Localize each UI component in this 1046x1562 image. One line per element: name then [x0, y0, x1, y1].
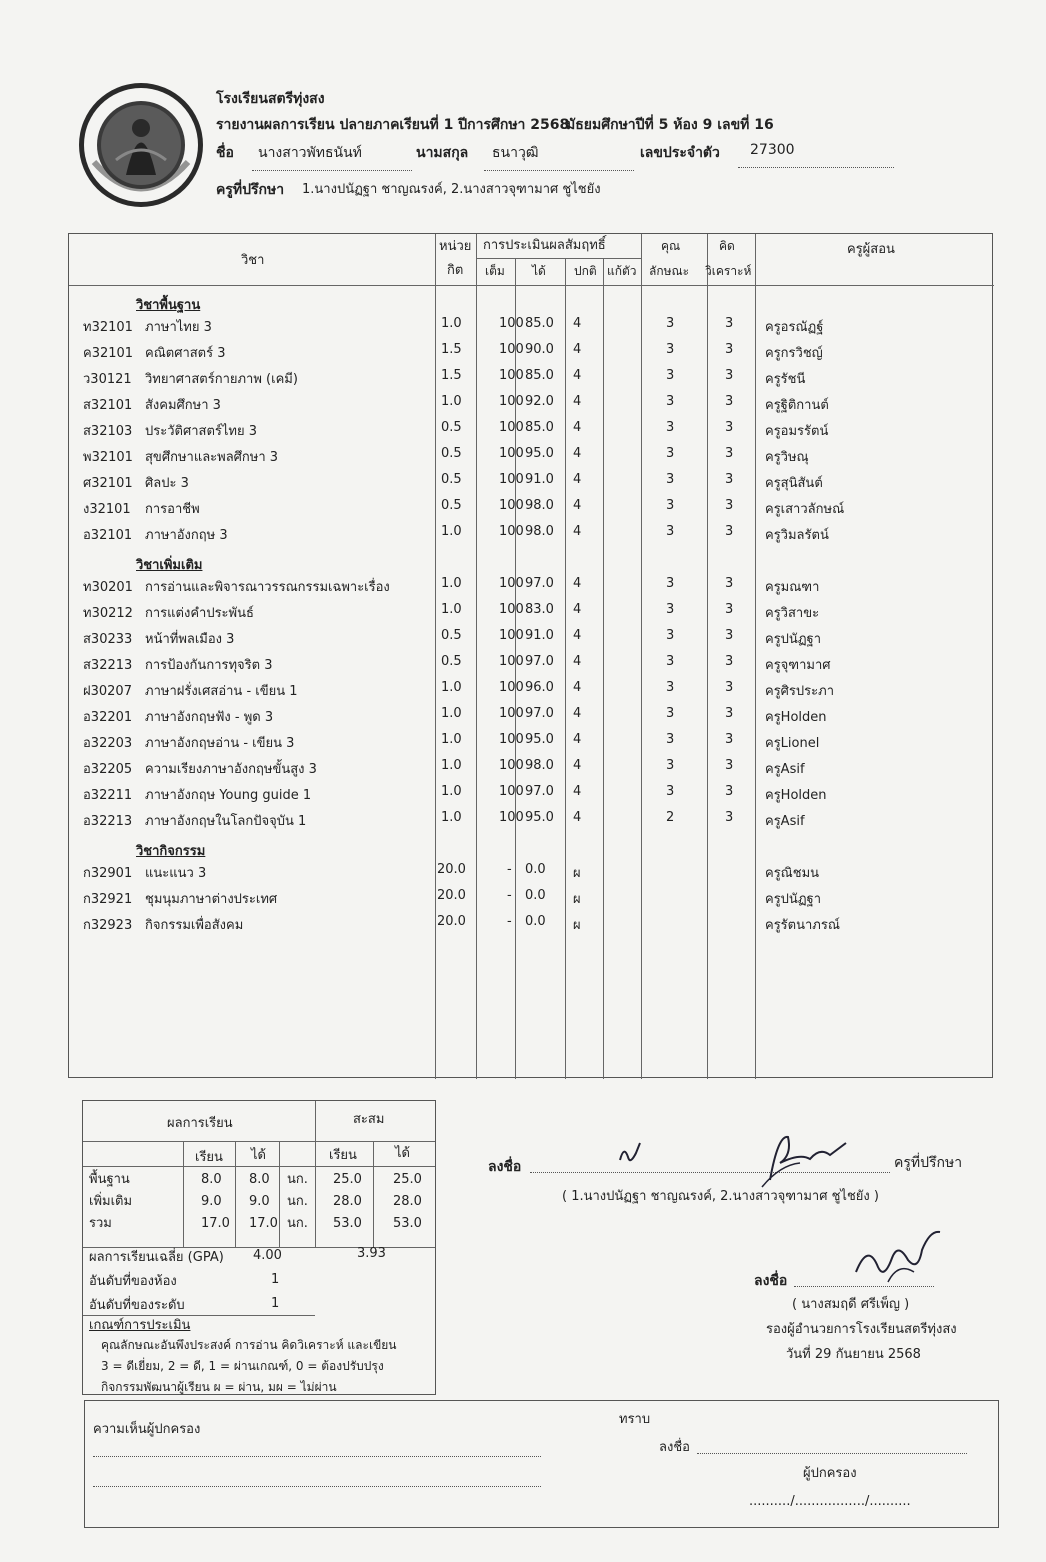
summary-cum-study: 28.0 [333, 1194, 362, 1209]
cum-study-header: เรียน [329, 1148, 357, 1163]
credit-units: 0.5 [441, 472, 462, 487]
teacher-name: ครูวิษณุ [765, 450, 809, 465]
character-score: 3 [666, 680, 675, 695]
surname-label: นามสกุล [416, 145, 469, 161]
score: 95.0 [525, 732, 554, 747]
grade: 4 [573, 498, 582, 513]
summary-got: 9.0 [249, 1194, 270, 1209]
subject-code: อ32211 [83, 788, 133, 803]
subject-name: ภาษาฝรั่งเศสอ่าน - เขียน 1 [145, 684, 298, 699]
teacher-name: ครูอมรรัตน์ [765, 424, 829, 439]
subject-name: สังคมศึกษา 3 [145, 398, 221, 413]
character-score: 3 [666, 628, 675, 643]
score: 85.0 [525, 420, 554, 435]
full-score: 100 [499, 472, 524, 487]
subject-name: การแต่งคำประพันธ์ [145, 606, 254, 621]
full-score: - [507, 914, 512, 929]
full-score: 100 [499, 394, 524, 409]
subject-name: ภาษาอังกฤษ 3 [145, 528, 228, 543]
teacher-name: ครูHolden [765, 710, 827, 725]
table-row [69, 778, 994, 804]
credit-units: 1.0 [441, 706, 462, 721]
grade: 4 [573, 394, 582, 409]
parent-date: ........../................./.......... [749, 1494, 911, 1509]
grade: 4 [573, 472, 582, 487]
full-score: 100 [499, 628, 524, 643]
summary-box [82, 1100, 436, 1395]
subject-code: ก32901 [83, 866, 133, 881]
subject-code: ง32101 [83, 502, 131, 517]
character-score: 3 [666, 602, 675, 617]
analysis-score: 3 [725, 394, 734, 409]
parent-sign-label: ลงชื่อ [659, 1440, 690, 1455]
credit-units: 1.0 [441, 732, 462, 747]
criteria-title: เกณฑ์การประเมิน [89, 1318, 191, 1333]
deputy-role: รองผู้อำนวยการโรงเรียนสตรีทุ่งสง [766, 1322, 957, 1337]
deputy-name: ( นางสมฤดี ศรีเพ็ญ ) [792, 1297, 910, 1312]
got-header: ได้ [251, 1148, 266, 1163]
subject-name: แนะแนว 3 [145, 866, 207, 881]
score: 0.0 [525, 888, 546, 903]
credit-units: 0.5 [441, 420, 462, 435]
subject-name: ความเรียงภาษาอังกฤษขั้นสูง 3 [145, 762, 317, 777]
full-score: 100 [499, 654, 524, 669]
credit-units: 0.5 [441, 654, 462, 669]
table-row [69, 856, 994, 882]
summary-got: 17.0 [249, 1216, 278, 1231]
character-score: 3 [666, 472, 675, 487]
teacher-name: ครูเสาวลักษณ์ [765, 502, 845, 517]
summary-cum-got: 25.0 [393, 1172, 422, 1187]
subject-name: ภาษาอังกฤษ Young guide 1 [145, 788, 312, 803]
grade: 4 [573, 368, 582, 383]
grade: 4 [573, 654, 582, 669]
analysis-score: 3 [725, 810, 734, 825]
credit-units: 0.5 [441, 628, 462, 643]
score: 97.0 [525, 654, 554, 669]
score: 97.0 [525, 706, 554, 721]
character-score: 3 [666, 706, 675, 721]
subject-code: ท30212 [83, 606, 133, 621]
character-score: 3 [666, 316, 675, 331]
parent-box [84, 1400, 999, 1528]
table-row [69, 622, 994, 648]
credit-units: 20.0 [437, 862, 466, 877]
study-header: เรียน [195, 1150, 223, 1165]
table-row [69, 648, 994, 674]
advisor-role: ครูที่ปรึกษา [894, 1155, 963, 1171]
grade: ผ [573, 892, 581, 907]
subject-code: ท32101 [83, 320, 133, 335]
credit-units: 1.0 [441, 784, 462, 799]
subject-code: ท30201 [83, 580, 133, 595]
table-row [69, 882, 994, 908]
score: 97.0 [525, 784, 554, 799]
subject-name: ประวัติศาสตร์ไทย 3 [145, 424, 257, 439]
subject-name: ภาษาอังกฤษฟัง - พูด 3 [145, 710, 274, 725]
subject-code: ส30233 [83, 632, 133, 647]
credit-units: 1.0 [441, 602, 462, 617]
header-unit-bottom: กิต [447, 263, 464, 278]
credit-units: 1.0 [441, 316, 462, 331]
summary-unit: นก. [287, 1172, 308, 1187]
summary-unit: นก. [287, 1194, 308, 1209]
score: 83.0 [525, 602, 554, 617]
deputy-sign-label: ลงชื่อ [754, 1273, 788, 1289]
name-label: ชื่อ [216, 145, 234, 161]
subject-code: ค32101 [83, 346, 134, 361]
summary-study: 17.0 [201, 1216, 230, 1231]
parent-role: ผู้ปกครอง [803, 1466, 857, 1481]
teacher-name: ครูปนัฏฐา [765, 632, 822, 647]
subject-name: การป้องกันการทุจริต 3 [145, 658, 273, 673]
teacher-name: ครูฐิติกานต์ [765, 398, 829, 413]
character-score: 3 [666, 498, 675, 513]
analysis-score: 3 [725, 680, 734, 695]
header-teacher: ครูผู้สอน [847, 242, 895, 257]
grade: 4 [573, 706, 582, 721]
grades-table [68, 233, 993, 1078]
advisor-sign-names: ( 1.นางปนัฏฐา ชาญณรงค์, 2.นางสาวจุฑามาศ ชูไชยัง ) [562, 1189, 879, 1204]
rank-room-value: 1 [271, 1272, 280, 1287]
criteria-line-2: 3 = ดีเยี่ยม, 2 = ดี, 1 = ผ่านเกณฑ์, 0 = ต้องปรับปรุง [101, 1359, 384, 1373]
full-score: 100 [499, 758, 524, 773]
full-score: 100 [499, 524, 524, 539]
grade: 4 [573, 420, 582, 435]
grade: 4 [573, 316, 582, 331]
grade: 4 [573, 524, 582, 539]
table-row [69, 466, 994, 492]
subject-code: ฝ30207 [83, 684, 132, 699]
full-score: 100 [499, 706, 524, 721]
analysis-score: 3 [725, 368, 734, 383]
grade: ผ [573, 866, 581, 881]
summary-row-label: พื้นฐาน [89, 1172, 130, 1187]
credit-units: 1.0 [441, 810, 462, 825]
grade: 4 [573, 758, 582, 773]
cum-gpa-value: 3.93 [357, 1246, 386, 1261]
analysis-score: 3 [725, 498, 734, 513]
grade: 4 [573, 732, 582, 747]
credit-units: 20.0 [437, 914, 466, 929]
summary-cum-study: 25.0 [333, 1172, 362, 1187]
subject-code: ศ32101 [83, 476, 133, 491]
header-remedial: แก้ตัว [607, 264, 637, 278]
score: 98.0 [525, 524, 554, 539]
summary-cum-got: 53.0 [393, 1216, 422, 1231]
table-row [69, 908, 994, 934]
subject-code: อ32205 [83, 762, 133, 777]
teacher-name: ครูกรวิชญ์ [765, 346, 823, 361]
full-score: 100 [499, 420, 524, 435]
full-score: - [507, 888, 512, 903]
summary-row-label: เพิ่มเติม [89, 1194, 133, 1209]
analysis-score: 3 [725, 342, 734, 357]
credit-units: 1.5 [441, 368, 462, 383]
subject-code: ว30121 [83, 372, 132, 387]
class-level: มัธยมศึกษาปีที่ 5 ห้อง 9 เลขที่ 16 [566, 117, 774, 133]
cum-got-header: ได้ [395, 1146, 410, 1161]
table-row [69, 336, 994, 362]
table-row [69, 726, 994, 752]
character-score: 3 [666, 654, 675, 669]
group-title: วิชากิจกรรม [136, 844, 206, 859]
full-score: 100 [499, 784, 524, 799]
criteria-line-1: คุณลักษณะอันพึงประสงค์ การอ่าน คิดวิเคราะห์ และเขียน [101, 1338, 397, 1352]
teacher-name: ครูAsif [765, 814, 805, 829]
teacher-name: ครูอรณัฏฐ์ [765, 320, 824, 335]
subject-name: วิทยาศาสตร์กายภาพ (เคมี) [145, 372, 298, 387]
subject-name: ภาษาไทย 3 [145, 320, 212, 335]
summary-unit: นก. [287, 1216, 308, 1231]
teacher-name: ครูAsif [765, 762, 805, 777]
gpa-label: ผลการเรียนเฉลี่ย (GPA) [89, 1250, 224, 1265]
summary-cum-study: 53.0 [333, 1216, 362, 1231]
full-score: 100 [499, 602, 524, 617]
analysis-score: 3 [725, 784, 734, 799]
analysis-score: 3 [725, 420, 734, 435]
grade: 4 [573, 576, 582, 591]
subject-code: อ32101 [83, 528, 133, 543]
advisor-signature [610, 1125, 870, 1195]
teacher-name: ครูปนัฏฐา [765, 892, 822, 907]
table-row [69, 804, 994, 830]
group-title: วิชาพื้นฐาน [136, 298, 201, 313]
table-row [69, 570, 994, 596]
subject-code: ก32923 [83, 918, 133, 933]
advisor-names: 1.นางปนัฏฐา ชาญณรงค์, 2.นางสาวจุฑามาศ ชูไชยัง [302, 182, 601, 197]
teacher-name: ครูศิรประภา [765, 684, 834, 699]
summary-row-label: รวม [89, 1216, 112, 1231]
header-assessment: การประเมินผลสัมฤทธิ์ [483, 238, 606, 253]
grade: 4 [573, 628, 582, 643]
report-title: รายงานผลการเรียน ปลายภาคเรียนที่ 1 ปีการศึกษา 2568 [216, 117, 570, 133]
header-full: เต็ม [485, 264, 505, 278]
table-row [69, 440, 994, 466]
teacher-name: ครูรัชนี [765, 372, 806, 387]
credit-units: 1.0 [441, 576, 462, 591]
header-char-bottom: ลักษณะ [649, 264, 690, 278]
full-score: - [507, 862, 512, 877]
full-score: 100 [499, 498, 524, 513]
subject-code: พ32101 [83, 450, 133, 465]
full-score: 100 [499, 446, 524, 461]
score: 91.0 [525, 628, 554, 643]
credit-units: 0.5 [441, 446, 462, 461]
subject-code: อ32201 [83, 710, 133, 725]
summary-got: 8.0 [249, 1172, 270, 1187]
full-score: 100 [499, 732, 524, 747]
school-seal [76, 80, 206, 210]
character-score: 3 [666, 732, 675, 747]
teacher-name: ครูวิสาขะ [765, 606, 820, 621]
analysis-score: 3 [725, 654, 734, 669]
header-ana-bottom: วิเคราะห์ [705, 264, 752, 278]
summary-study: 8.0 [201, 1172, 222, 1187]
teacher-name: ครูณิชมน [765, 866, 820, 881]
table-row [69, 700, 994, 726]
character-score: 3 [666, 524, 675, 539]
subject-code: ส32101 [83, 398, 133, 413]
teacher-name: ครูรัตนาภรณ์ [765, 918, 840, 933]
credit-units: 0.5 [441, 498, 462, 513]
score: 85.0 [525, 368, 554, 383]
subject-code: ส32213 [83, 658, 133, 673]
score: 0.0 [525, 914, 546, 929]
character-score: 2 [666, 810, 675, 825]
analysis-score: 3 [725, 446, 734, 461]
rank-level-label: อันดับที่ของระดับ [89, 1298, 185, 1313]
header-unit-top: หน่วย [439, 239, 472, 254]
table-row [69, 362, 994, 388]
subject-name: คณิตศาสตร์ 3 [145, 346, 226, 361]
rank-level-value: 1 [271, 1296, 280, 1311]
grade: 4 [573, 342, 582, 357]
table-row [69, 674, 994, 700]
character-score: 3 [666, 446, 675, 461]
table-row [69, 518, 994, 544]
grade: 4 [573, 810, 582, 825]
analysis-score: 3 [725, 628, 734, 643]
character-score: 3 [666, 420, 675, 435]
grade: 4 [573, 680, 582, 695]
analysis-score: 3 [725, 602, 734, 617]
analysis-score: 3 [725, 732, 734, 747]
header-subject: วิชา [241, 253, 265, 268]
score: 85.0 [525, 316, 554, 331]
credit-units: 1.0 [441, 758, 462, 773]
school-name: โรงเรียนสตรีทุ่งสง [216, 91, 325, 107]
teacher-name: ครูHolden [765, 788, 827, 803]
table-row [69, 310, 994, 336]
teacher-name: ครูมณฑา [765, 580, 820, 595]
advisor-sign-label: ลงชื่อ [488, 1159, 522, 1175]
credit-units: 1.0 [441, 524, 462, 539]
subject-name: ศิลปะ 3 [145, 476, 189, 491]
score: 96.0 [525, 680, 554, 695]
full-score: 100 [499, 342, 524, 357]
parent-opinion-label: ความเห็นผู้ปกครอง [93, 1422, 201, 1437]
subject-name: ชุมนุมภาษาต่างประเทศ [145, 892, 278, 907]
table-row [69, 596, 994, 622]
cumulative-label: สะสม [353, 1112, 385, 1127]
score: 92.0 [525, 394, 554, 409]
subject-code: อ32203 [83, 736, 133, 751]
score: 98.0 [525, 758, 554, 773]
group-title: วิชาเพิ่มเติม [136, 558, 203, 573]
character-score: 3 [666, 758, 675, 773]
score: 90.0 [525, 342, 554, 357]
character-score: 3 [666, 394, 675, 409]
score: 97.0 [525, 576, 554, 591]
teacher-name: ครูวิมลรัตน์ [765, 528, 829, 543]
table-row [69, 388, 994, 414]
grade: ผ [573, 918, 581, 933]
character-score: 3 [666, 368, 675, 383]
credit-units: 1.0 [441, 680, 462, 695]
summary-study: 9.0 [201, 1194, 222, 1209]
score: 98.0 [525, 498, 554, 513]
results-label: ผลการเรียน [167, 1116, 233, 1131]
teacher-name: ครูLionel [765, 736, 820, 751]
grade: 4 [573, 602, 582, 617]
deputy-signature [848, 1222, 948, 1292]
score: 95.0 [525, 810, 554, 825]
credit-units: 1.0 [441, 394, 462, 409]
character-score: 3 [666, 342, 675, 357]
full-score: 100 [499, 680, 524, 695]
score: 0.0 [525, 862, 546, 877]
subject-code: ส32103 [83, 424, 133, 439]
teacher-name: ครูสุนิสันต์ [765, 476, 823, 491]
character-score: 3 [666, 576, 675, 591]
grade: 4 [573, 446, 582, 461]
subject-code: อ32213 [83, 814, 133, 829]
subject-name: ภาษาอังกฤษในโลกปัจจุบัน 1 [145, 814, 307, 829]
full-score: 100 [499, 368, 524, 383]
credit-units: 20.0 [437, 888, 466, 903]
student-surname: ธนาวุฒิ [492, 145, 539, 161]
full-score: 100 [499, 316, 524, 331]
score: 91.0 [525, 472, 554, 487]
subject-code: ก32921 [83, 892, 133, 907]
subject-name: หน้าที่พลเมือง 3 [145, 632, 235, 647]
subject-name: การอาชีพ [145, 502, 200, 517]
header-got: ได้ [532, 264, 546, 278]
character-score: 3 [666, 784, 675, 799]
credit-units: 1.5 [441, 342, 462, 357]
subject-name: การอ่านและพิจารณาวรรณกรรมเฉพาะเรื่อง [145, 580, 390, 595]
report-date: วันที่ 29 กันยายน 2568 [786, 1347, 921, 1362]
student-id: 27300 [750, 142, 795, 158]
analysis-score: 3 [725, 576, 734, 591]
student-name: นางสาวพัทธนันท์ [258, 145, 362, 161]
subject-name: สุขศึกษาและพลศึกษา 3 [145, 450, 279, 465]
analysis-score: 3 [725, 524, 734, 539]
header-ana-top: คิด [719, 239, 735, 253]
subject-name: กิจกรรมเพื่อสังคม [145, 918, 244, 933]
analysis-score: 3 [725, 472, 734, 487]
analysis-score: 3 [725, 758, 734, 773]
criteria-line-3: กิจกรรมพัฒนาผู้เรียน ผ = ผ่าน, มผ = ไม่ผ่าน [101, 1380, 337, 1394]
teacher-name: ครูจุฑามาศ [765, 658, 831, 673]
id-label: เลขประจำตัว [640, 145, 720, 161]
full-score: 100 [499, 576, 524, 591]
summary-cum-got: 28.0 [393, 1194, 422, 1209]
subject-name: ภาษาอังกฤษอ่าน - เขียน 3 [145, 736, 295, 751]
analysis-score: 3 [725, 706, 734, 721]
parent-ack: ทราบ [619, 1412, 651, 1427]
table-row [69, 414, 994, 440]
full-score: 100 [499, 810, 524, 825]
header-char-top: คุณ [661, 239, 681, 253]
score: 95.0 [525, 446, 554, 461]
gpa-value: 4.00 [253, 1248, 282, 1263]
rank-room-label: อันดับที่ของห้อง [89, 1274, 177, 1289]
header-normal: ปกติ [574, 264, 597, 278]
grade: 4 [573, 784, 582, 799]
table-row [69, 752, 994, 778]
analysis-score: 3 [725, 316, 734, 331]
table-row [69, 492, 994, 518]
advisor-label: ครูที่ปรึกษา [216, 182, 285, 198]
